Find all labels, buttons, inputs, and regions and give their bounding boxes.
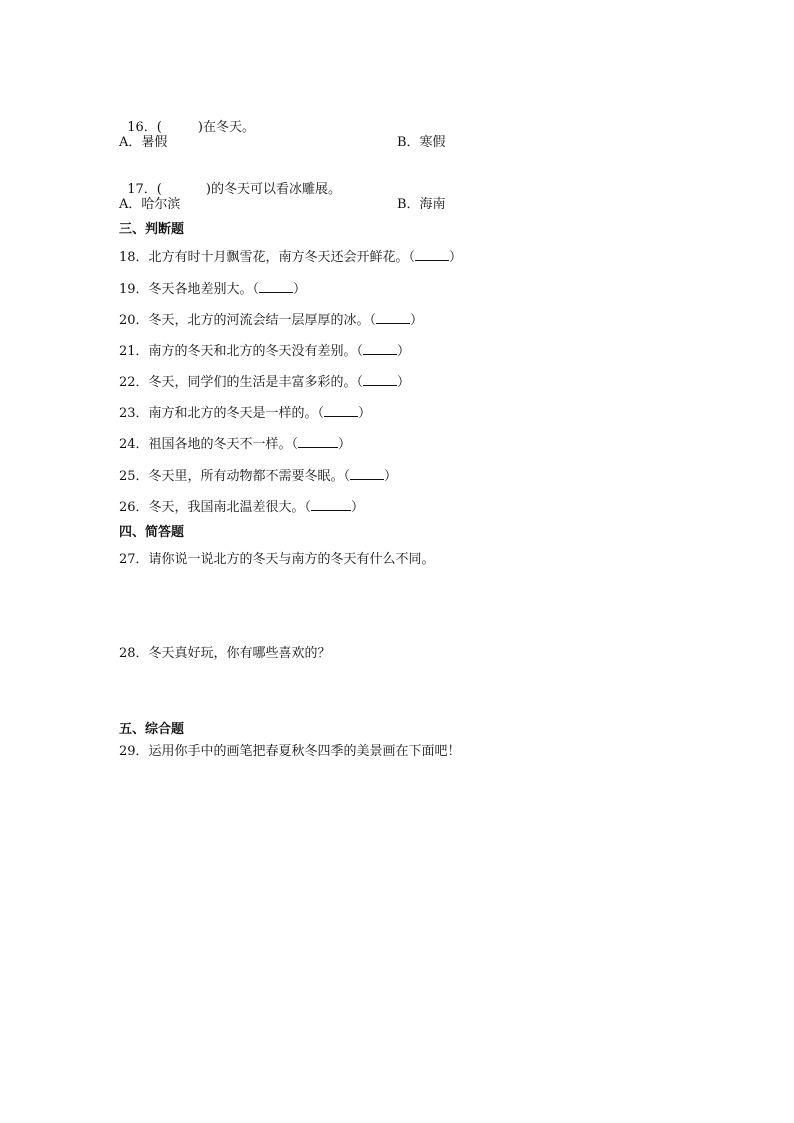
option-17-a: A．哈尔滨 [119, 197, 181, 212]
judgement-text: 22．冬天，同学们的生活是丰富多彩的。（ [119, 375, 364, 390]
section-title-judgement: 三、判断题 [119, 222, 185, 237]
paren-close: ） [449, 250, 463, 265]
judgement-item-19 [119, 281, 306, 298]
question-16-number: 16．( [127, 120, 162, 135]
judgement-text: 19．冬天各地差别大。（ [119, 282, 260, 297]
question-17-text: )的冬天可以看冰雕展。 [205, 182, 341, 197]
judgement-item-26 [119, 499, 364, 516]
answer-blank[interactable] [363, 374, 397, 386]
answer-blank[interactable] [350, 468, 384, 480]
question-27: 27．请你说一说北方的冬天与南方的冬天有什么不同。 [119, 552, 435, 567]
option-16-a: A．暑假 [119, 135, 168, 150]
answer-blank[interactable] [363, 343, 397, 355]
question-29: 29．运用你手中的画笔把春夏秋冬四季的美景画在下面吧！ [119, 744, 461, 759]
section-title-short-answer: 四、简答题 [119, 525, 185, 540]
answer-blank[interactable] [259, 281, 293, 293]
judgement-item-24 [119, 436, 351, 453]
option-17-b: B．海南 [397, 197, 446, 212]
judgement-text: 26．冬天，我国南北温差很大。（ [119, 500, 312, 515]
answer-blank[interactable] [415, 249, 449, 261]
answer-blank[interactable] [324, 405, 358, 417]
judgement-item-21 [119, 343, 410, 360]
paren-close: ） [410, 313, 424, 328]
judgement-item-18 [119, 249, 462, 266]
paren-close: ） [338, 437, 352, 452]
answer-blank[interactable] [376, 312, 410, 324]
question-16 [119, 104, 255, 136]
question-16-text: )在冬天。 [197, 120, 255, 135]
judgement-item-25 [119, 468, 397, 485]
question-17 [119, 166, 341, 198]
answer-blank[interactable] [311, 499, 351, 511]
paren-close: ） [351, 500, 365, 515]
judgement-text: 24．祖国各地的冬天不一样。（ [119, 437, 299, 452]
judgement-text: 18．北方有时十月飘雪花，南方冬天还会开鲜花。（ [119, 250, 416, 265]
section-title-comprehensive: 五、综合题 [119, 722, 185, 737]
question-28: 28．冬天真好玩，你有哪些喜欢的？ [119, 646, 331, 661]
answer-blank[interactable] [298, 436, 338, 448]
judgement-item-23 [119, 405, 371, 422]
judgement-text: 21．南方的冬天和北方的冬天没有差别。（ [119, 344, 364, 359]
option-16-b: B．寒假 [397, 135, 446, 150]
paren-close: ） [397, 344, 411, 359]
judgement-item-20 [119, 312, 423, 329]
judgement-item-22 [119, 374, 410, 391]
judgement-text: 20．冬天，北方的河流会结一层厚厚的冰。（ [119, 313, 377, 328]
paren-close: ） [293, 282, 307, 297]
paren-close: ） [384, 469, 398, 484]
paren-close: ） [358, 406, 372, 421]
paren-close: ） [397, 375, 411, 390]
judgement-text: 25．冬天里，所有动物都不需要冬眠。（ [119, 469, 351, 484]
question-17-number: 17．( [127, 182, 162, 197]
judgement-text: 23．南方和北方的冬天是一样的。（ [119, 406, 325, 421]
